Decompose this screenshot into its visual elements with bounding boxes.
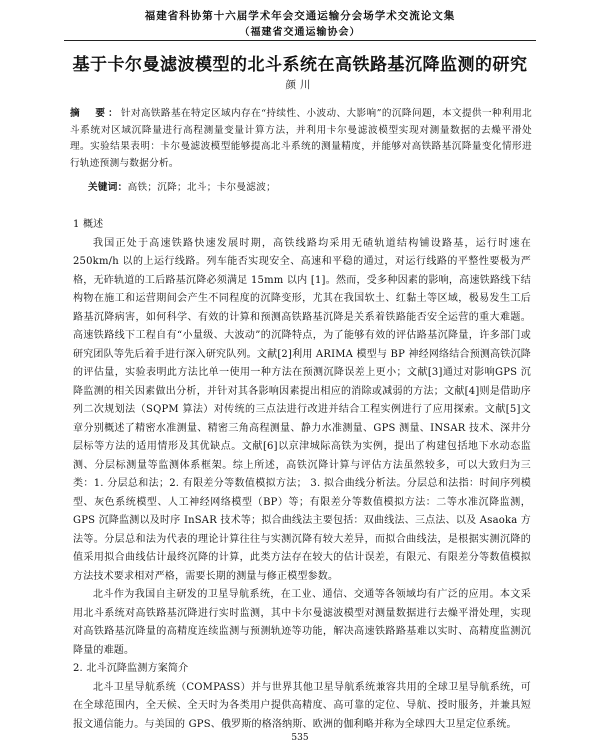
section-1-heading: 1 概述 [73, 219, 104, 230]
proceedings-header: 福建省科协第十六届学术年会交通运输分会场学术交流论文集 [144, 10, 456, 22]
header-divider [64, 40, 536, 41]
paper-author: 颜川 [285, 79, 315, 91]
abstract-text: 针对高铁路基在特定区域内存在“持续性、小波动、大影响”的沉降问题，本文提供一种利用北斗系统对区域沉降量进行高程测量变量计算方法，并利用卡尔曼滤波模型实现对测量数据的去燥平滑处理。实验结果表明：卡尔曼滤波模型能够提高北斗系统的测量精度，并能够对高铁路基沉降量变化情形进行轨迹预测与数据分析。 [70, 108, 533, 169]
section-1-paragraph: 北斗作为我国自主研发的卫星导航系统，在工业、通信、交通等各领域均有广泛的应用。本文采用北斗系统对高铁路基沉降进行实时监测，其中卡尔曼滤波模型对测量数据进行去燥平滑处理，实现对高铁路基沉降量的高精度连续监测与预测轨迹等功能，解决高速铁路路基难以实时、高精度监测沉降量的难题。 [73, 589, 531, 656]
abstract-label: 摘 要： [70, 108, 121, 119]
body-text [73, 216, 531, 734]
section-1-paragraph: 我国正处于高速铁路快速发展时期，高铁线路均采用无碴轨道结构铺设路基，运行时速在250km/h 以的上运行线路。列车能否实现安全、高速和平稳的通过，对运行线路的平整性要极为严格，无砟轨道的工后路基沉降必须满足 15mm 以内 [1]。然而，受多种因素的影响，高速铁路线下结构物在施工和运营期间会产生不同程度的沉降变形，尤其在我国软土、红黏土等区域，极易发生工后路基沉降病害，如何科学、有效的计算和预测高铁路基沉降是关系着铁路能否安全运营的重大难题。高速铁路线下工程自有“小量级、大波动”的沉降特点，为了能够有效的评估路基沉降量，许多部门或研究团队等先后着手进行深入研究队列。文献[2]利用 ARIMA 模型与 BP 神经网络结合预测高铁沉降的评估量，实验表明此方法比单一使用一种方法在预测沉降误差上更小；文献[3]通过对影响GPS 沉降监测的相关因素做出分析，并针对其各影响因素提出相应的消除或减弱的方法；文献[4]则是借助序列二次规划法（SQPM 算法）对传统的三点法进行改进并结合工程实例进行了应用探索。文献[5]文章分别概述了精密水准测量、精密三角高程测量、静力水准测量、GPS 测量、INSAR 技术、深井分层标等方法的适用情形及其优缺点。文献[6]以京津城际高铁为实例，提出了构建包括地下水动态监测、分层标测量等监测体系框架。综上所述，高铁沉降计算与评估方法虽然较多，可以大致归为三类：1. 分层总和法；2. 有限差分等数值模拟方法； 3. 拟合曲线分析法。分层总和法指：时间序列模型、灰色系统模型、人工神经网络模型（BP）等；有限差分等数值模拟方法：二等水准沉降监测，GPS 沉降监测以及时序 InSAR 技术等；拟合曲线法主要包括：双曲线法、三点法、以及 Asaoka 方法等。分层总和法为代表的理论计算往往与实测沉降有较大差异，而拟合曲线法，是根据实测沉降的值采用拟合曲线估计最终沉降的计算，此类方法存在较大的估计误差，有限元、有限差分等数值模拟方法技术要求相对严格，需要长期的测量与修正模型参数。 [73, 237, 531, 582]
proceedings-organizer: （福建省交通运输协会） [239, 27, 361, 38]
abstract [70, 106, 532, 172]
keywords [88, 180, 532, 196]
page-number: 535 [291, 733, 309, 743]
keywords-label: 关键词： [88, 182, 128, 193]
paper-title: 基于卡尔曼滤波模型的北斗系统在高铁路基沉降监测的研究 [72, 55, 528, 75]
section-2-paragraph: 北斗卫星导航系统（COMPASS）并与世界其他卫星导航系统兼容共用的全球卫星导航系统，可在全球范围内，全天候、全天时为各类用户提供高精度、高可靠的定位、导航、授时服务，并兼具短报文通信能力。与美国的 GPS、俄罗斯的格洛纳斯、欧洲的伽利略并称为全球四大卫星定位系统。 [73, 681, 531, 730]
keywords-text: 高铁；沉降；北斗；卡尔曼滤波； [127, 182, 276, 193]
section-2-heading: 2. 北斗沉降监测方案简介 [73, 663, 189, 674]
